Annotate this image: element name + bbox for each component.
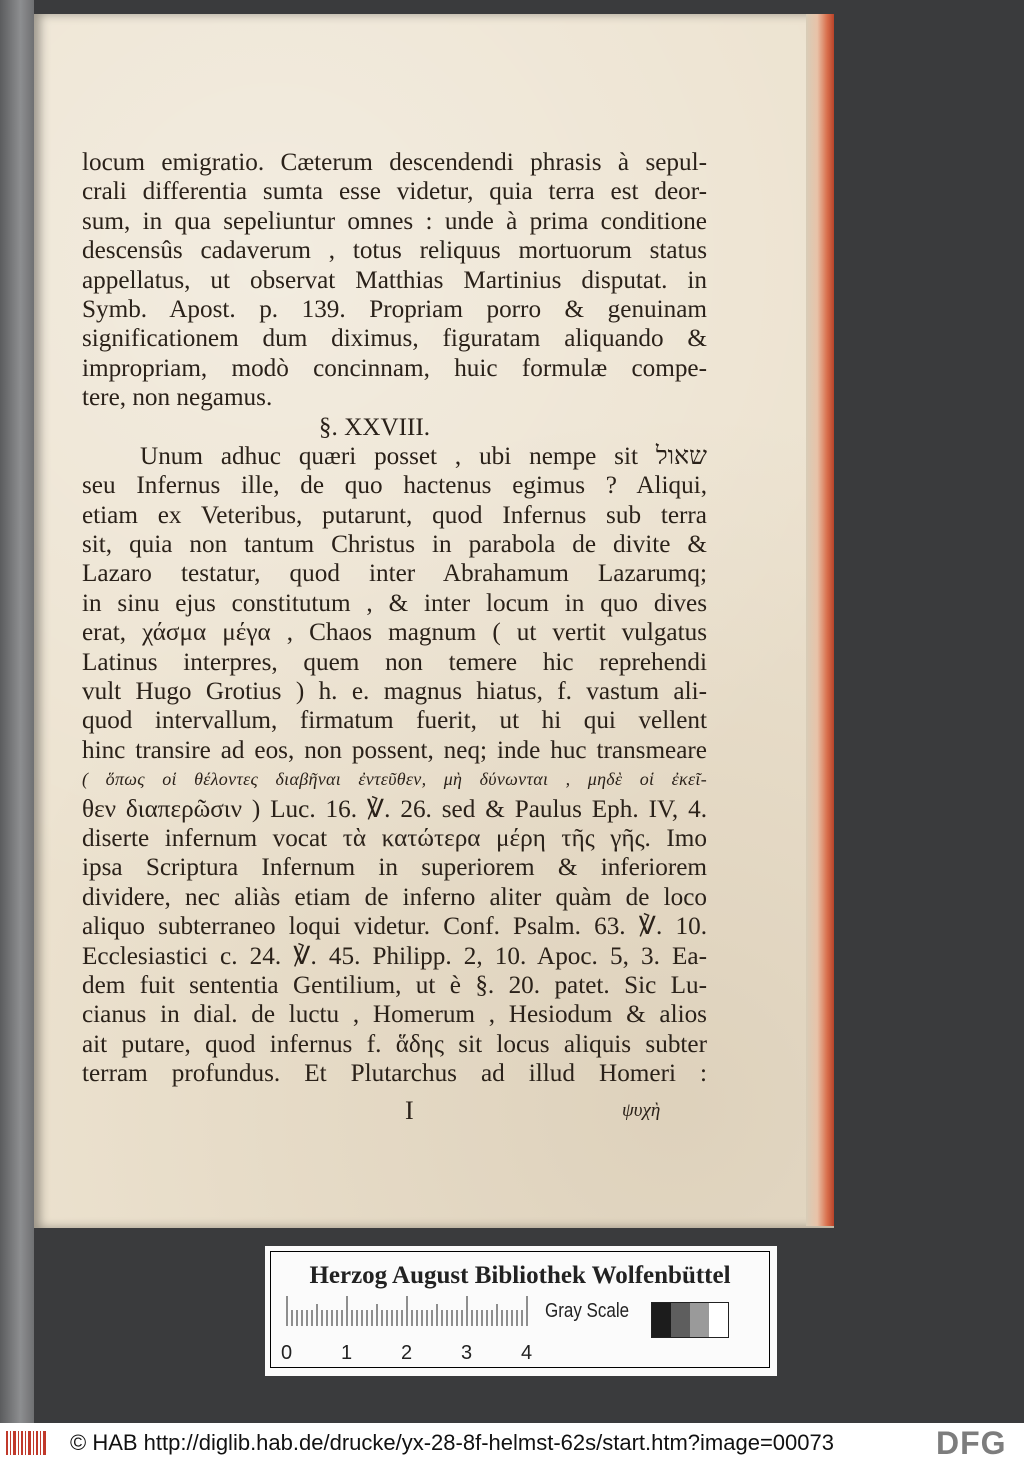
greek-line: ( ὅπως οἱ θέλοντες διαβῆναι ἐντεῦθεν, μὴ δύνωνται , μηδὲ οἱ ἐκεῖ- [82,769,707,790]
text-line: impropriam, modò concinnam, huic formulæ compe- [82,354,707,382]
dfg-logo: DFG [936,1425,1007,1461]
text-line: sum, in qua sepeliuntur omnes : unde à prima conditione [82,207,707,235]
gray-swatch [671,1303,690,1337]
gray-swatch [709,1303,728,1337]
text-line: significationem dum diximus, figuratam aliquando & [82,325,707,353]
text-line: appellatus, ut observat Matthias Martinius disputat. in [82,266,707,294]
text-line: dem fuit sententia Gentilium, ut è §. 20. patet. Sic Lu- [82,971,707,999]
text-line: sit, quia non tantum Christus in parabola de divite & [82,531,707,559]
text-line: Symb. Apost. p. 139. Propriam porro & genuinam [82,295,707,323]
color-scale-card [265,1246,777,1376]
text-line: etiam ex Veteribus, putarunt, quod Infernus sub terra [82,501,707,529]
ruler-ticks [285,1296,533,1326]
ruler-number: 1 [341,1342,353,1364]
text-line: Latinus interpres, quem non temere hic reprehendi [82,648,707,676]
ruler-number: 0 [281,1342,293,1364]
page-text [82,148,707,1089]
text-line: Ecclesiastici c. 24. ℣. 45. Philipp. 2, 10. Apoc. 5, 3. Ea- [82,942,707,970]
page-edge [806,14,834,1226]
text-line: erat, χάσμα μέγα , Chaos magnum ( ut vertit vulgatus [82,619,707,647]
text-line: diserte infernum vocat τὰ κατώτερα μέρη τῆς γῆς. Imo [82,824,707,852]
gray-scale-label: Gray Scale [545,1300,630,1322]
text-line: hinc transire ad eos, non possent, neq; inde huc transmeare [82,736,707,764]
footer-bar [0,1423,1024,1463]
text-line: vult Hugo Grotius ) h. e. magnus hiatus, f. vastum ali- [82,678,707,706]
text-line: ipsa Scriptura Infernum in superiorem & inferiorem [82,854,707,882]
section-heading: §. XXVIII. [318,413,431,441]
text-line: aliquo subterraneo loqui videtur. Conf. Psalm. 63. ℣. 10. [82,913,707,941]
catchword: ψυχὴ [622,1100,661,1121]
barcode-icon [6,1431,46,1455]
text-line: tere, non negamus. [82,384,273,412]
ruler-number: 3 [461,1342,473,1364]
ruler-number: 2 [401,1342,413,1364]
library-title: Herzog August Bibliothek Wolfenbüttel [309,1262,731,1289]
text-line: Lazaro testatur, quod inter Abrahamum Lazarumq; [82,560,707,588]
text-line: dividere, nec aliàs etiam de inferno aliter quàm de loco [82,883,707,911]
source-url[interactable]: © HAB http://diglib.hab.de/drucke/yx-28-8f-helmst-62s/start.htm?image=00073 [70,1430,834,1455]
signature-mark: I [405,1096,414,1125]
text-line: locum emigratio. Cæterum descendendi phrasis à sepul- [82,149,707,176]
text-line: quod intervallum, firmatum fuerit, ut hi qui vellent [82,707,707,735]
text-line: ait putare, quod infernus f. ἅδης sit locus aliquis subter [82,1030,707,1058]
text-line: descensûs cadaverum , totus reliquus mortuorum status [82,237,707,265]
text-line: crali differentia sumta esse videtur, quia terra est deor- [82,178,707,206]
text-line: Unum adhuc quæri posset , ubi nempe sit שאול [140,442,707,470]
gray-swatch [690,1303,709,1337]
gray-swatch [652,1303,671,1337]
text-line: in sinu ejus constitutum , & inter locum in quo dives [82,589,707,617]
scan-left-strip [0,0,34,1423]
text-line: θεν διαπερῶσιν ) Luc. 16. ℣. 26. sed & Paulus Eph. IV, 4. [82,795,707,823]
gray-swatches [651,1302,729,1338]
text-line: cianus in dial. de luctu , Homerum , Hesiodum & alios [82,1001,707,1029]
text-line: terram profundus. Et Plutarchus ad illud Homeri : [82,1060,707,1088]
ruler-number: 4 [521,1342,533,1364]
text-line: seu Infernus ille, de quo hactenus egimus ? Aliqui, [82,472,707,500]
